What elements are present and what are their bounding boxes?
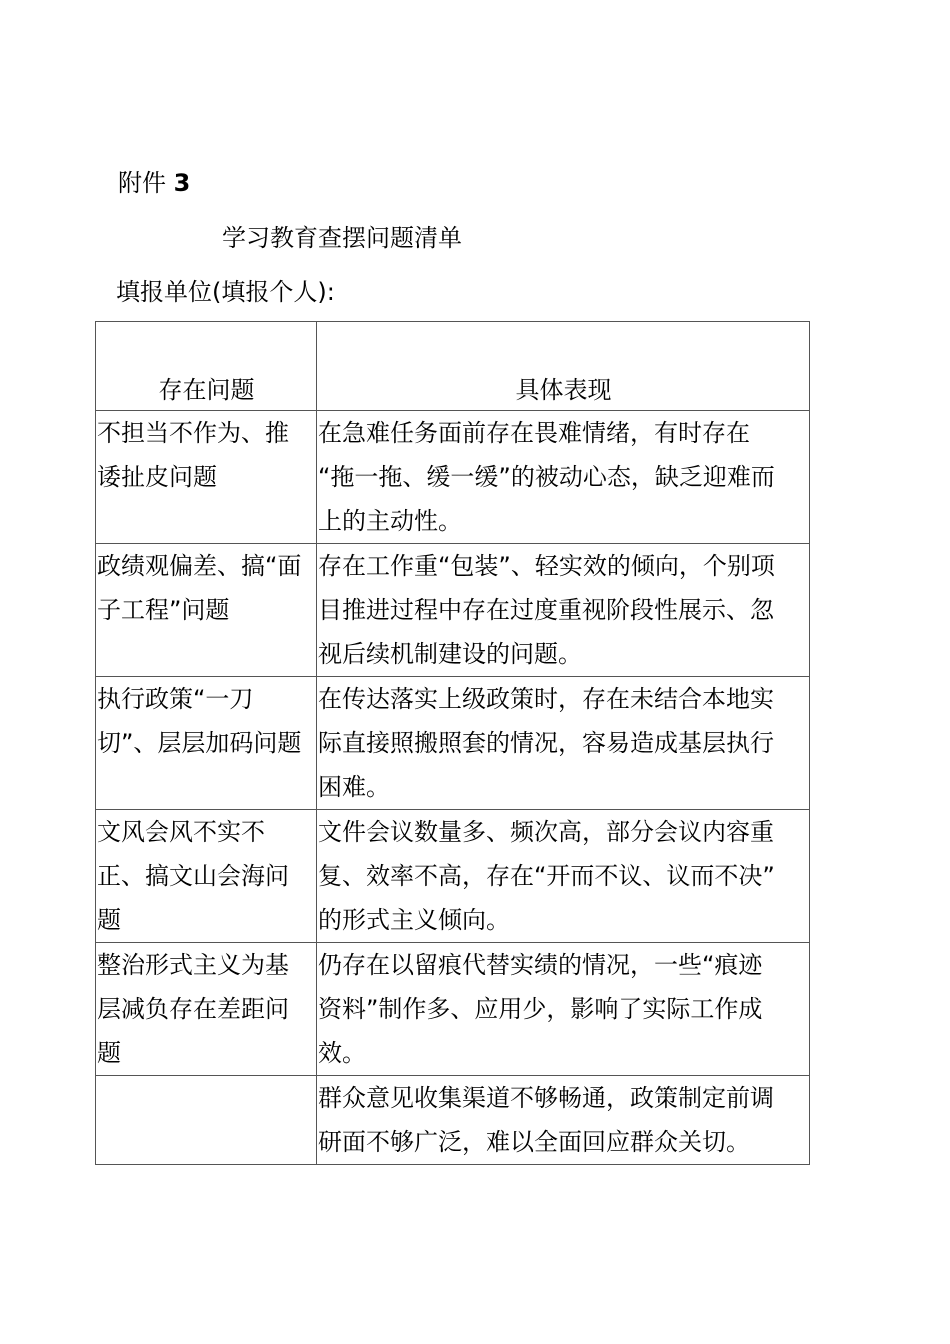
detail-cell-line: 群众意见收集渠道不够畅通，政策制定前调	[318, 1084, 774, 1112]
problem-cell-line	[97, 499, 316, 543]
problem-cell-line: 文风会风不实不	[97, 818, 265, 846]
detail-cell-line: 视后续机制建设的问题。	[318, 640, 582, 668]
problem-cell	[96, 1076, 317, 1165]
problem-cell-line: 诿扯皮问题	[97, 463, 217, 491]
detail-cell	[317, 943, 810, 1076]
problem-cell-line: 题	[97, 906, 121, 934]
detail-cell-line: 际直接照搬照套的情况，容易造成基层执行	[318, 729, 774, 757]
problem-cell	[96, 810, 317, 943]
annex-text: 附件	[118, 169, 166, 197]
problem-cell-line: 切”、层层加码问题	[97, 729, 302, 757]
table-header-row	[96, 322, 810, 411]
table-row	[96, 1076, 810, 1165]
detail-cell	[317, 1076, 810, 1165]
problem-cell-line: 正、搞文山会海问	[97, 862, 289, 890]
detail-cell-line: 上的主动性。	[318, 507, 462, 535]
detail-cell-line: 在急难任务面前存在畏难情绪，有时存在	[318, 419, 750, 447]
table-row	[96, 544, 810, 677]
problem-cell-line: 执行政策“一刀	[97, 685, 254, 713]
detail-cell-line: 文件会议数量多、频次高，部分会议内容重	[318, 818, 774, 846]
detail-cell	[317, 544, 810, 677]
table-row	[96, 943, 810, 1076]
detail-cell-line: 目推进过程中存在过度重视阶段性展示、忽	[318, 596, 774, 624]
detail-cell-line: 存在工作重“包装”、轻实效的倾向，个别项	[318, 552, 775, 580]
detail-cell-line: 仍存在以留痕代替实绩的情况，一些“痕迹	[318, 951, 763, 979]
problem-cell	[96, 544, 317, 677]
detail-cell-line: 在传达落实上级政策时，存在未结合本地实	[318, 685, 774, 713]
detail-cell-line: 研面不够广泛，难以全面回应群众关切。	[318, 1128, 750, 1156]
problem-cell	[96, 411, 317, 544]
detail-cell-line: 效。	[318, 1039, 366, 1067]
detail-cell	[317, 411, 810, 544]
reporting-unit-label: 填报单位(填报个人):	[116, 278, 335, 306]
detail-cell-line: 的形式主义倾向。	[318, 906, 510, 934]
problem-cell	[96, 677, 317, 810]
problem-cell-line: 层减负存在差距问	[97, 995, 289, 1023]
problem-cell-line: 政绩观偏差、搞“面	[97, 552, 302, 580]
problem-cell	[96, 943, 317, 1076]
document-title: 学习教育查摆问题清单	[222, 224, 462, 252]
table-row	[96, 677, 810, 810]
annex-label	[118, 168, 190, 198]
problem-cell-line	[97, 1076, 316, 1120]
annex-number: 3	[173, 169, 191, 197]
header-problem: 存在问题	[96, 322, 317, 411]
table-row	[96, 810, 810, 943]
problem-cell-line: 题	[97, 1039, 121, 1067]
detail-cell-line: 复、效率不高，存在“开而不议、议而不决”	[318, 862, 775, 890]
problem-cell-line	[97, 765, 316, 809]
problem-cell-line	[97, 632, 316, 676]
header-detail: 具体表现	[317, 322, 810, 411]
problem-cell-line: 整治形式主义为基	[97, 951, 289, 979]
detail-cell-line: 困难。	[318, 773, 390, 801]
problem-cell-line	[97, 1120, 316, 1164]
problem-cell-line: 不担当不作为、推	[97, 419, 289, 447]
detail-cell	[317, 810, 810, 943]
problem-list-table	[95, 321, 810, 1165]
detail-cell-line: 资料”制作多、应用少，影响了实际工作成	[318, 995, 763, 1023]
detail-cell-line: “拖一拖、缓一缓”的被动心态，缺乏迎难而	[318, 463, 775, 491]
problem-cell-line: 子工程”问题	[97, 596, 230, 624]
table-row	[96, 411, 810, 544]
detail-cell	[317, 677, 810, 810]
